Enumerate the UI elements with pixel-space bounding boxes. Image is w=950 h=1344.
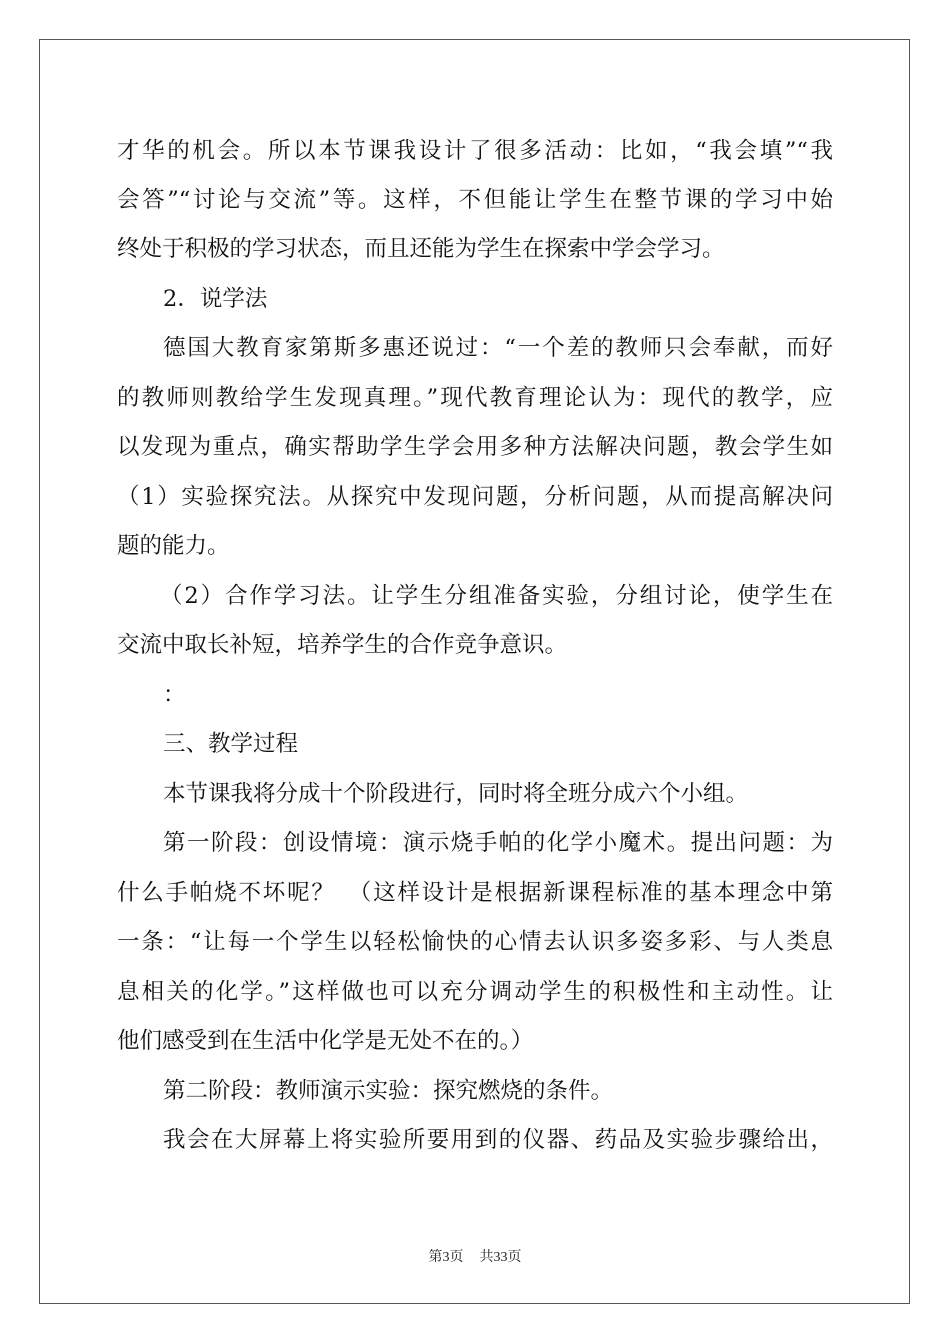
body-line: 什么手帕烧不坏呢？ （这样设计是根据新课程标准的基本理念中第 (117, 880, 833, 906)
body-line: 我会在大屏幕上将实验所要用到的仪器、药品及实验步骤给出， (163, 1127, 833, 1153)
body-line: 本节课我将分成十个阶段进行，同时将全班分成六个小组。 (163, 781, 749, 807)
body-line: 他们感受到在生活中化学是无处不在的。） (117, 1028, 534, 1054)
body-line: 以发现为重点，确实帮助学生学会用多种方法解决问题，教会学生如 (117, 434, 833, 460)
body-line: （2）合作学习法。让学生分组准备实验，分组讨论，使学生在 (160, 583, 833, 609)
body-line: 第二阶段：教师演示实验：探究燃烧的条件。 (163, 1078, 614, 1104)
body-line: 息相关的化学。”这样做也可以充分调动学生的积极性和主动性。让 (117, 979, 833, 1005)
body-line: 会答”“讨论与交流”等。这样，不但能让学生在整节课的学习中始 (117, 187, 833, 213)
body-line: ： (163, 682, 186, 708)
body-line: 交流中取长补短，培养学生的合作竞争意识。 (117, 632, 568, 658)
body-line: 终处于积极的学习状态，而且还能为学生在探索中学会学习。 (117, 236, 725, 262)
body-line: 的教师则教给学生发现真理。”现代教育理论认为：现代的教学，应 (117, 385, 833, 411)
page-number: 第3页 (428, 1250, 464, 1265)
page-footer (0, 1246, 950, 1266)
body-line: 德国大教育家第斯多惠还说过：“一个差的教师只会奉献，而好 (163, 335, 833, 361)
section-heading: 三、教学过程 (163, 731, 299, 757)
body-line: 才华的机会。所以本节课我设计了很多活动：比如，“我会填”“我 (117, 138, 833, 164)
section-heading: 2．说学法 (163, 286, 268, 312)
body-line: 题的能力。 (117, 533, 230, 559)
page-total: 共33页 (479, 1250, 522, 1265)
body-line: 第一阶段：创设情境：演示烧手帕的化学小魔术。提出问题：为 (163, 830, 833, 856)
body-line: 一条：“让每一个学生以轻松愉快的心情去认识多姿多彩、与人类息 (117, 929, 833, 955)
body-line: （1）实验探究法。从探究中发现问题，分析问题，从而提高解决问 (117, 484, 833, 510)
